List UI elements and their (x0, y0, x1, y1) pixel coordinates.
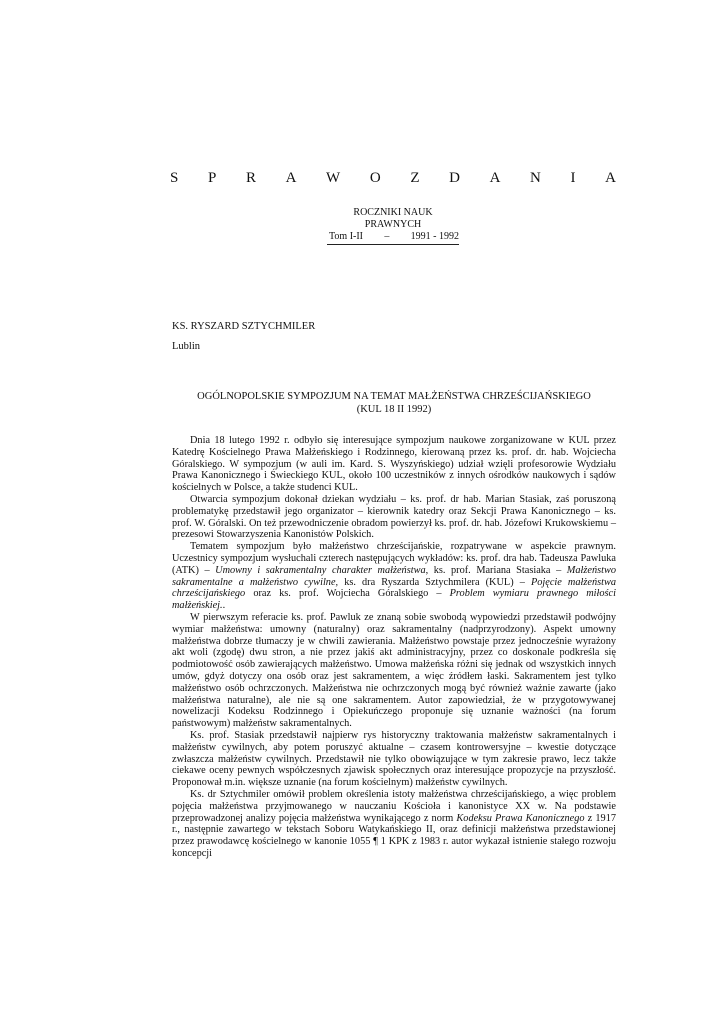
paragraph-6-text: Ks. dr Sztychmiler omówił problem określenia istoty małżeństwa chrześcijańskiego, a więc problem pojęcia małżeństwa przyjmowanego w nauczaniu Kościoła i kanonistyce XX w. Na podstawie przeprowadzonej analizy pojęcia małżeństwa wynikającego z norm (172, 788, 616, 824)
heading-letter: O (369, 170, 381, 186)
heading-letter: N (530, 170, 541, 186)
paragraph-1: Dnia 18 lutego 1992 r. odbyło się interesujące sympozjum naukowe zorganizowane w KUL przez Katedrę Kościelnego Prawa Małżeńskiego i Rodzinnego, kierowaną przez ks. prof. dr. hab. Wojciecha Góralskiego. W sympozjum (w auli im. Kard. S. Wyszyńskiego) udział wzięli profesorowie Wydziału Prawa Kanonicznego i Świeckiego KUL, około 100 uczestników z innych ośrodków naukowych i sądów kościelnych w Polsce, a także studenci KUL. (172, 435, 616, 494)
code-title: Kodeksu Prawa Kanonicznego (456, 812, 585, 824)
section-heading (170, 170, 616, 187)
heading-letter: I (570, 170, 576, 186)
article-title (172, 391, 616, 416)
paragraph-3-text: . (222, 600, 226, 612)
heading-letter: A (489, 170, 501, 186)
paragraph-3-text: , ks. prof. Mariana Stasiaka – (425, 564, 567, 576)
journal-volume: Tom I-II (329, 231, 364, 242)
heading-letter: Z (410, 170, 420, 186)
heading-letter: A (605, 170, 616, 186)
paragraph-6-text: z 1917 r., następnie zawartego w tekstach Soboru Watykańskiego II, oraz definicji małżeństwa przedstawionej przez prawodawcę kościelnego w kanonie 1055 ¶ 1 KPK z 1983 r. autor wykazał istnienie stałego rozwoju koncepcji (172, 812, 616, 859)
journal-volume-line (327, 231, 459, 245)
journal-title: ROCZNIKI NAUK PRAWNYCH (353, 207, 433, 230)
paragraph-3-text: ks. dra Ryszarda Sztychmilera (KUL) – (338, 576, 531, 588)
author-block (172, 317, 315, 357)
lecture-title-3: Pojęcie małżeństwa chrześcijańskiego (172, 576, 616, 600)
paragraph-6 (172, 789, 616, 860)
lecture-title-4: Problem wymiaru prawnego miłości małżeńskiej. (172, 588, 616, 612)
heading-letter: W (326, 170, 341, 186)
paragraph-3-text: Tematem sympozjum było małżeństwo chrześcijańskie, rozpatrywane w aspekcie prawnym. Uczestnicy sympozjum wysłuchali czterech następujących wykładów: ks. prof. dra hab. Tadeusza Pawluka (ATK) – (172, 541, 616, 576)
paragraph-4: W pierwszym referacie ks. prof. Pawluk ze znaną sobie swobodą wypowiedzi przedstawił podwójny wymiar małżeństwa: umowny (naturalny) oraz sakramentalny (nadprzyrodzony). Aspekt umowny małżeństwa dobrze tłumaczy je w chwili zawierania. Małżeństwo powstaje przez jednocześnie wyrażony akt woli (zgodę) dwu stron, a nie przez jakiś akt administracyjny, przez co doskonale podkreśla się podmiotowość osób zawierających małżeństwo. Umowa małżeńska różni się jednak od wszystkich innych umów, gdyż dotyczy ona osób oraz jest sakramentem, a więc źródłem łaski. Sakramentem jest tylko małżeństwo osób ochrzczonych. Małżeństwa nie ochrzczonych mogą być również ważnie zawarte (jako małżeństwa naturalne), ale nie są one sakramentem. Autor zapowiedział, że w przygotowywanej nowelizacji Kodeksu Rodzinnego i Opiekuńczego proponuje się uznanie ważności (na forum państwowym) małżeństw sakramentalnych. (172, 611, 616, 730)
heading-letter: R (245, 170, 256, 186)
heading-letter: S (170, 170, 179, 186)
paragraph-5: Ks. prof. Stasiak przedstawił najpierw rys historyczny traktowania małżeństw sakramentalnych i małżeństw cywilnych, aby potem poruszyć aktualne – czasem kontrowersyjne – kwestie dotyczące zwłaszcza małżeństw cywilnych. Przedstawił nie tylko obowiązujące w tym zakresie prawo, lecz także ciekawe oceny pewnych współczesnych zjawisk społecznych oraz interesujące propozycje na przyszłość. Proponował m.in. większe uznanie (na forum kościelnym) małżeństw cywilnych. (172, 729, 616, 789)
lecture-title-2: Małżeństwo sakramentalne a małżeństwo cywilne, (172, 564, 616, 588)
heading-letter: D (449, 170, 460, 186)
heading-letter: A (285, 170, 297, 186)
heading-letter: P (207, 170, 217, 186)
article-body (172, 435, 616, 860)
author-city: Lublin (172, 341, 200, 352)
article-title-line1: OGÓLNOPOLSKIE SYMPOZJUM NA TEMAT MAŁŻEŃSTWA CHRZEŚCIJAŃSKIEGO (197, 391, 591, 402)
lecture-title-1: Umowny i sakramentalny charakter małżeństwa (215, 564, 426, 576)
journal-dash: – (384, 231, 390, 242)
article-title-line2: (KUL 18 II 1992) (356, 403, 432, 415)
paragraph-2: Otwarcia sympozjum dokonał dziekan wydziału – ks. prof. dr hab. Marian Stasiak, zaś poruszoną problematykę przedstawił jego organizator – kierownik katedry oraz Sekcji Prawa Kanonicznego – ks. prof. W. Góralski. On też przewodniczenie obradom powierzył ks. prof. dr. hab. Józefowi Krukowskiemu – prezesowi Stowarzyszenia Kanonistów Polskich. (172, 493, 616, 541)
author-name: KS. RYSZARD SZTYCHMILER (172, 321, 316, 332)
journal-years: 1991 - 1992 (410, 231, 459, 242)
paragraph-3-text: oraz ks. prof. Wojciecha Góralskiego – (245, 588, 450, 600)
paragraph-3 (172, 541, 616, 612)
journal-header (327, 207, 459, 245)
